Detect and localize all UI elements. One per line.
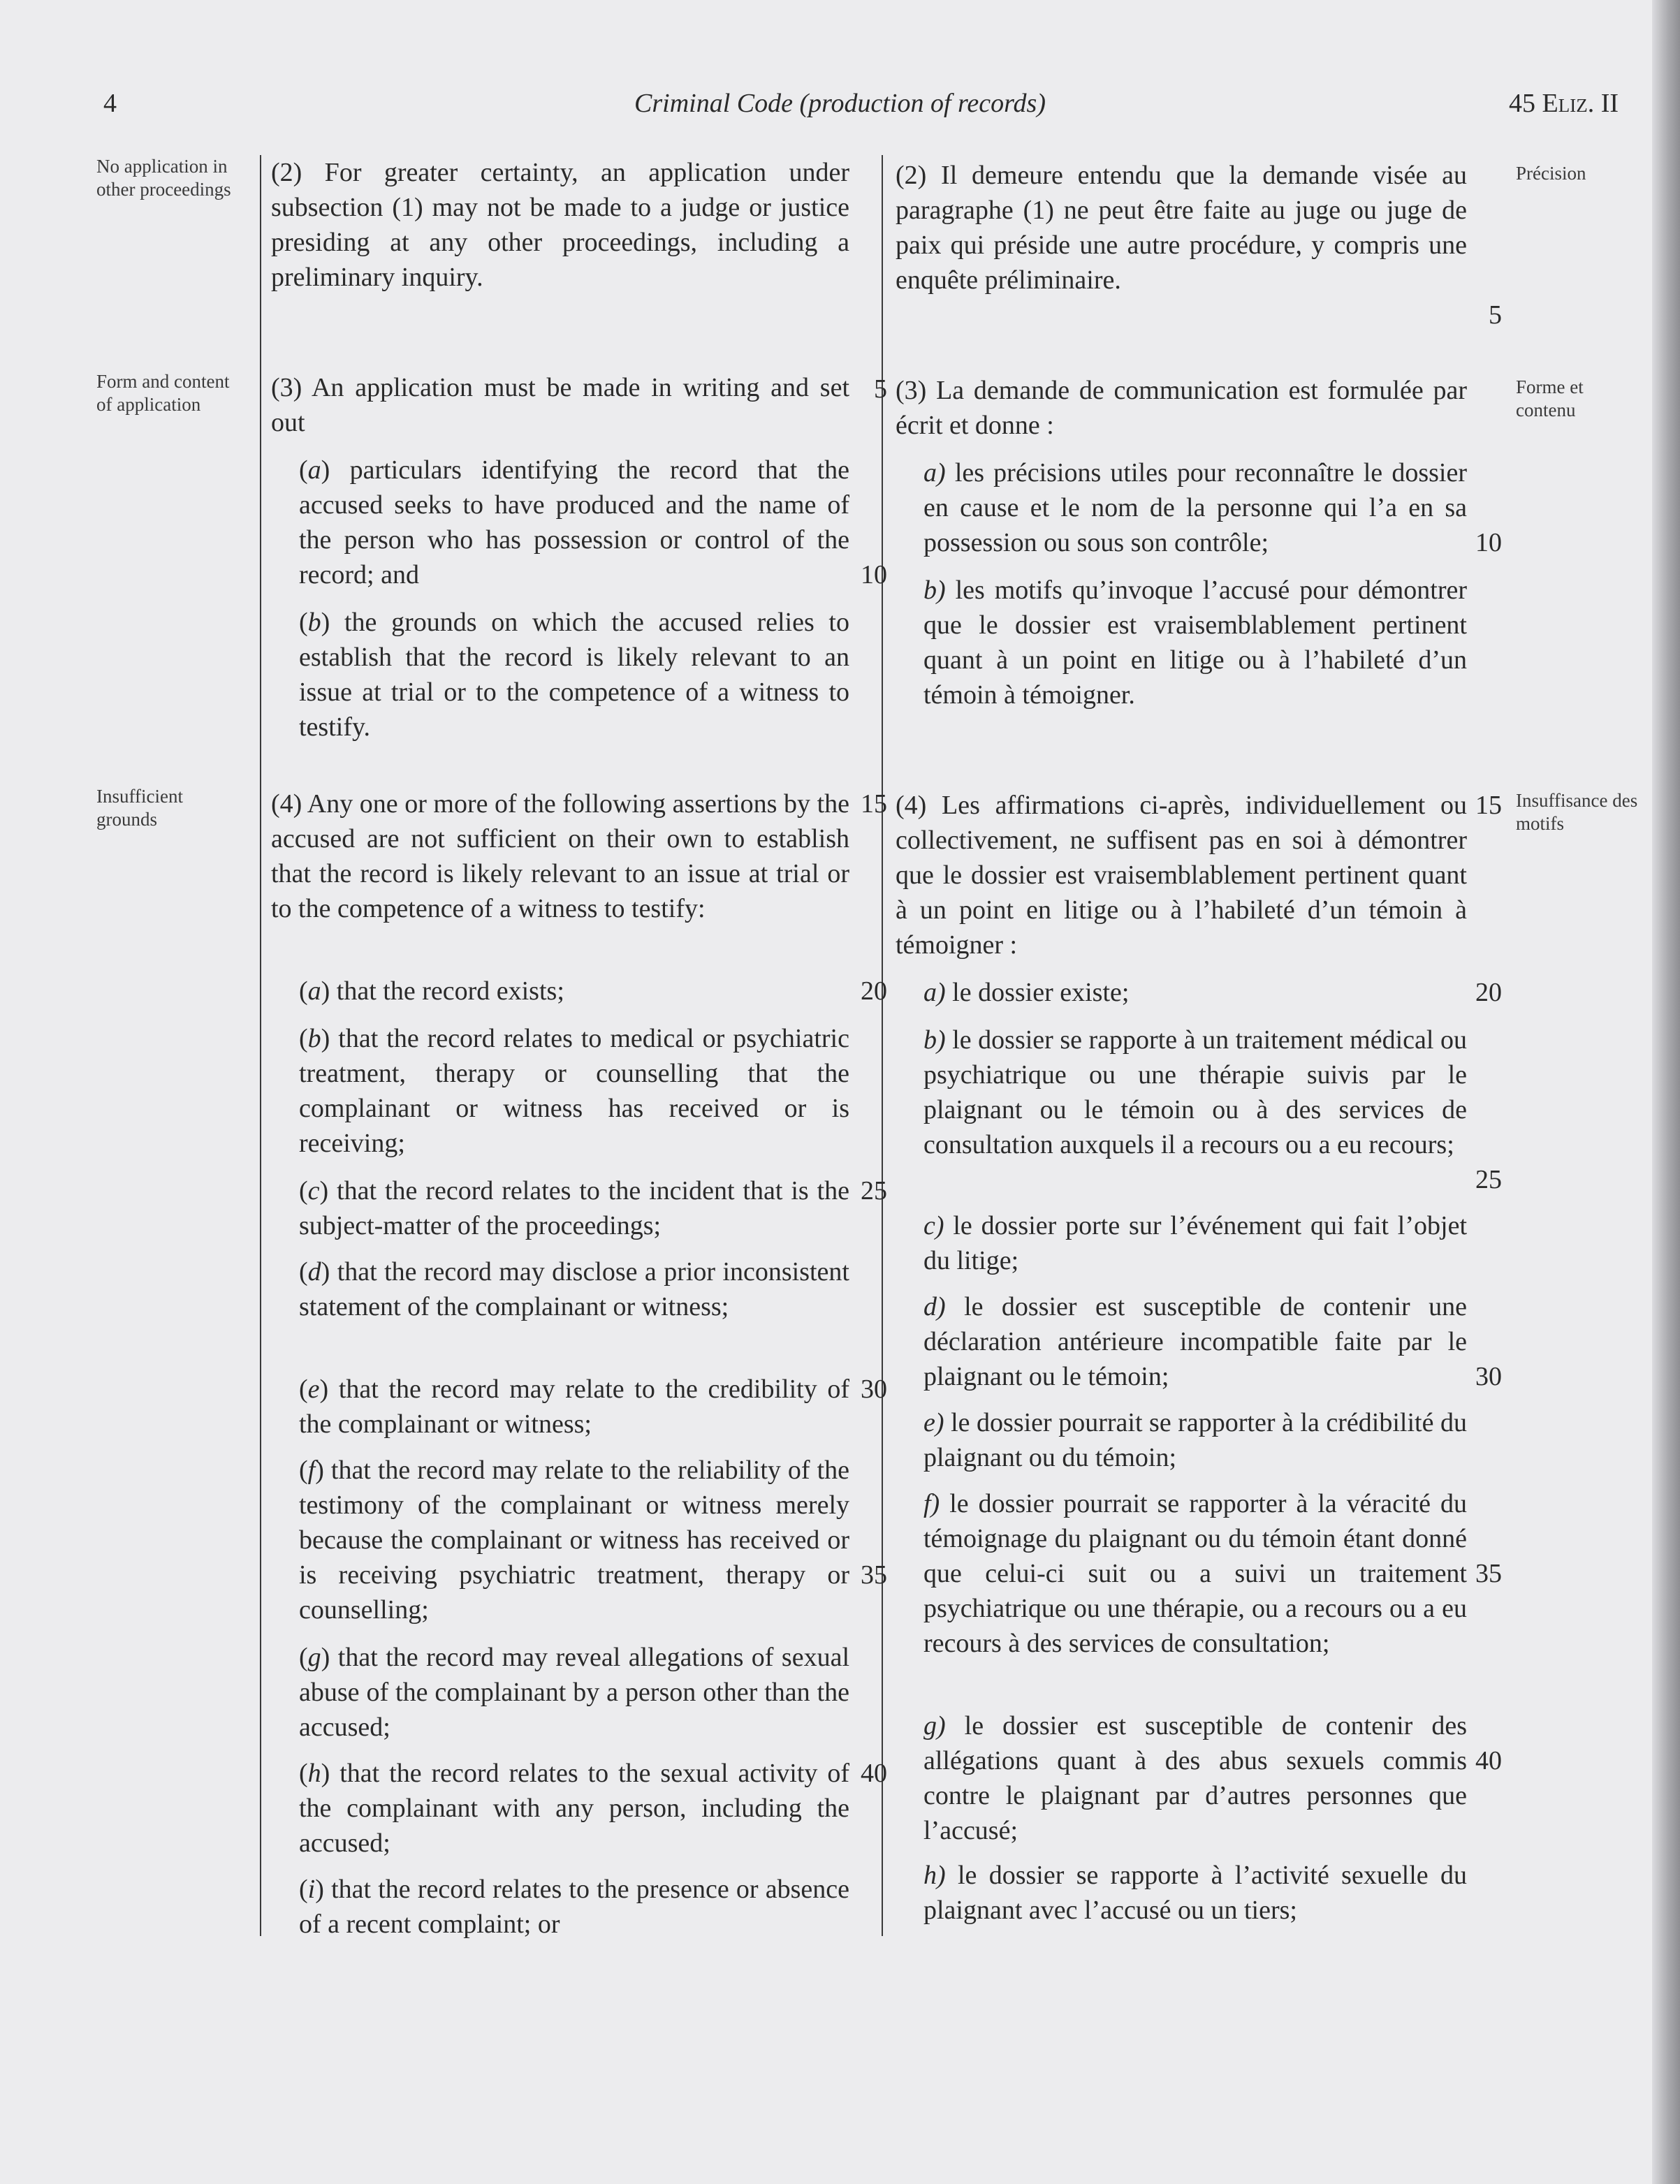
fr-subsection-4: (4) Les affirmations ci-après, individuellement ou collectivement, ne suffisent pas en soi à démontrer que le dossier est vraisemblablement pertinent quant à un point en litige ou à l’habileté d’un témoin à témoigner : bbox=[896, 791, 1467, 960]
fr-para-4f: f) le dossier pourrait se rapporter à la véracité du témoignage du plaignant ou du témoin étant donné que celui-ci suit ou a suivi un traitement psychiatrique ou une thérapie, ou a recours ou a eu recours à des services de consultation; bbox=[923, 1489, 1467, 1658]
en-para-3a: (a) particulars identifying the record that the accused seeks to have produced and the name of the person who has possession or control of the record; and bbox=[299, 455, 849, 589]
en-subsection-2: (2) For greater certainty, an application under subsection (1) may not be made to a judge or justice presiding at any other proceedings, including a preliminary inquiry. bbox=[271, 158, 849, 292]
line-number: 10 bbox=[861, 560, 887, 589]
line-number: 15 bbox=[861, 789, 887, 819]
fr-para-4c: c) le dossier porte sur l’événement qui fait l’objet du litige; bbox=[923, 1211, 1467, 1275]
en-para-4f: (f) that the record may relate to the reliability of the testimony of the complainant or witness merely because the complainant or witness has received or is receiving psychiatric treatment, therapy or counselling; bbox=[299, 1456, 849, 1625]
line-number: 40 bbox=[861, 1759, 887, 1788]
margin-note-fr-insuffisance: Insuffisance des motifs bbox=[1516, 790, 1638, 834]
regnal-year-number: 45 bbox=[1509, 89, 1535, 118]
en-para-4h: (h) that the record relates to the sexual activity of the complainant with any person, including the accused; bbox=[299, 1759, 849, 1858]
fr-para-4e: e) le dossier pourrait se rapporter à la crédibilité du plaignant ou du témoin; bbox=[923, 1408, 1467, 1472]
line-number: 20 bbox=[1475, 978, 1502, 1007]
column-rule-left bbox=[260, 155, 261, 1936]
page-edge-shadow bbox=[1652, 0, 1680, 2184]
regnal-year bbox=[1509, 88, 1619, 119]
fr-para-4g: g) le dossier est susceptible de contenir des allégations quant à des abus sexuels commis contre le plaignant par d’autres personnes que l’accusé; bbox=[923, 1711, 1467, 1845]
line-number: 10 bbox=[1475, 528, 1502, 557]
en-para-4d: (d) that the record may disclose a prior inconsistent statement of the complainant or witness; bbox=[299, 1257, 849, 1321]
en-para-4b: (b) that the record relates to medical or psychiatric treatment, therapy or counselling that the complainant or witness has received or is receiving; bbox=[299, 1024, 849, 1158]
line-number: 15 bbox=[1475, 791, 1502, 820]
line-number: 20 bbox=[861, 976, 887, 1006]
margin-note-en-no-application: No application in other proceedings bbox=[96, 156, 231, 200]
line-number: 40 bbox=[1475, 1746, 1502, 1775]
margin-note-fr-forme: Forme et contenu bbox=[1516, 376, 1584, 420]
line-number: 5 bbox=[1489, 300, 1502, 330]
fr-para-4d: d) le dossier est susceptible de contenir une déclaration antérieure incompatible faite par le plaignant ou le témoin; bbox=[923, 1292, 1467, 1391]
line-number: 35 bbox=[1475, 1559, 1502, 1588]
fr-para-4h: h) le dossier se rapporte à l’activité sexuelle du plaignant avec l’accusé ou un tiers; bbox=[923, 1861, 1467, 1925]
line-number: 5 bbox=[874, 374, 887, 404]
fr-para-3a: a) les précisions utiles pour reconnaître le dossier en cause et le nom de la personne qui l’a en sa possession ou sous son contrôle; bbox=[923, 458, 1467, 557]
margin-note-en-insufficient: Insufficient grounds bbox=[96, 786, 183, 830]
en-subsection-4: (4) Any one or more of the following assertions by the accused are not sufficient on their own to establish that the record is likely relevant to an issue at trial or to the competence of a witness to testify: bbox=[271, 789, 849, 923]
column-rule-right bbox=[882, 155, 883, 1936]
en-para-4c: (c) that the record relates to the incident that is the subject-matter of the proceedings; bbox=[299, 1176, 849, 1240]
en-para-4g: (g) that the record may reveal allegations of sexual abuse of the complainant by a person other than the accused; bbox=[299, 1643, 849, 1742]
line-number: 30 bbox=[1475, 1362, 1502, 1391]
page-number: 4 bbox=[103, 89, 117, 118]
fr-para-4a: a) le dossier existe; bbox=[923, 978, 1130, 1007]
line-number: 35 bbox=[861, 1560, 887, 1590]
fr-para-3b: b) les motifs qu’invoque l’accusé pour démontrer que le dossier est vraisemblablement pertinent quant à un point en litige ou à l’habileté d’un témoin à témoigner. bbox=[923, 576, 1467, 710]
line-number: 25 bbox=[1475, 1165, 1502, 1194]
margin-note-en-form-content: Form and content of application bbox=[96, 371, 230, 415]
margin-note-fr-precision: Précision bbox=[1516, 163, 1586, 184]
fr-subsection-2: (2) Il demeure entendu que la demande visée au paragraphe (1) ne peut être faite au juge ou juge de paix qui préside une autre procédure, y compris une enquête préliminaire. bbox=[896, 161, 1467, 295]
fr-subsection-3: (3) La demande de communication est formulée par écrit et donne : bbox=[896, 376, 1467, 440]
en-para-4e: (e) that the record may relate to the credibility of the complainant or witness; bbox=[299, 1375, 849, 1439]
en-para-4i: (i) that the record relates to the presence or absence of a recent complaint; or bbox=[299, 1875, 849, 1939]
en-para-3b: (b) the grounds on which the accused relies to establish that the record is likely relevant to an issue at trial or to the competence of a witness to testify. bbox=[299, 608, 849, 742]
line-number: 25 bbox=[861, 1176, 887, 1205]
en-subsection-3: (3) An application must be made in writing and set out bbox=[271, 373, 849, 437]
line-number: 30 bbox=[861, 1375, 887, 1404]
en-para-4a: (a) that the record exists; bbox=[299, 976, 564, 1006]
fr-para-4b: b) le dossier se rapporte à un traitement médical ou psychiatrique ou une thérapie suivis par le plaignant ou le témoin ou à des services de consultation auxquels il a recours ou a eu recours; bbox=[923, 1025, 1467, 1159]
running-title: Criminal Code (production of records) bbox=[634, 89, 1046, 118]
regnal-year-sovereign: Eliz. II bbox=[1542, 89, 1619, 118]
